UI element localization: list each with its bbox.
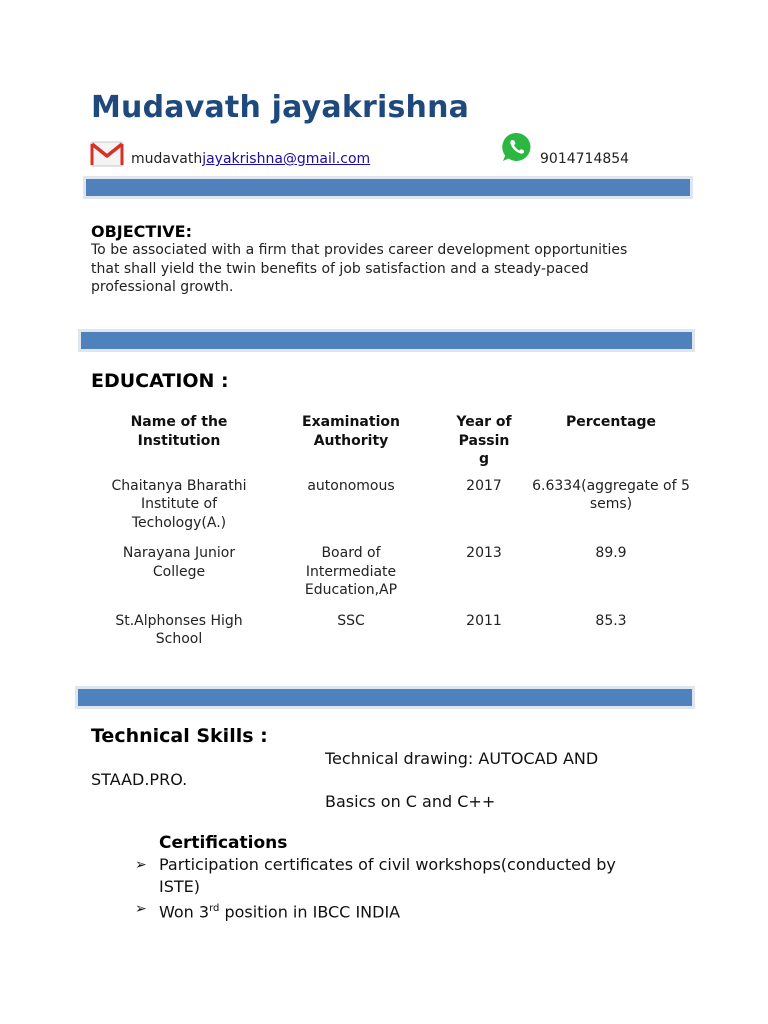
cell-year: 2017 [466, 477, 502, 494]
section-divider-bar [78, 689, 692, 706]
header-line: Percentage [565, 414, 657, 430]
certifications-heading: Certifications [159, 833, 288, 853]
column-header-percentage [528, 413, 694, 477]
list-item-part: position in IBCC INDIA [219, 902, 401, 922]
cell-year: 2013 [466, 545, 502, 561]
ordinal-suffix: rd [209, 903, 220, 914]
arrow-bullet-icon: ➢ [135, 857, 147, 873]
cell-authority [262, 477, 440, 545]
cell-institution [96, 477, 262, 545]
cell-year: 2011 [466, 612, 502, 629]
technical-skills-heading: Technical Skills : [91, 725, 268, 747]
education-heading: EDUCATION : [91, 370, 229, 392]
list-item-line: Participation certificates of civil workshops(conducted by [159, 855, 616, 874]
cell-line: SSC [337, 612, 365, 629]
email-prefix: mudavath [131, 151, 203, 167]
education-table [96, 413, 694, 661]
list-item-text [159, 854, 616, 898]
objective-text [91, 241, 711, 297]
list-item-text [159, 898, 400, 923]
cell-institution [96, 544, 262, 612]
cell-line: School [155, 631, 203, 647]
objective-heading: OBJECTIVE: [91, 222, 192, 241]
cell-percentage [528, 477, 694, 545]
objective-line: professional growth. [91, 279, 234, 295]
header-line: Name of the [130, 414, 228, 430]
list-item-line: ISTE) [159, 877, 200, 896]
table-row [96, 544, 694, 612]
cell-authority [262, 612, 440, 661]
header-line: Authority [313, 432, 389, 449]
cell-line: Intermediate [305, 563, 397, 580]
cell-percentage [528, 612, 694, 661]
header-line: Examination [302, 414, 400, 430]
cell-line: Institute of [140, 496, 218, 512]
section-divider-bar [81, 332, 692, 349]
gmail-icon [90, 141, 124, 171]
cell-line: Education,AP [304, 582, 398, 598]
objective-line: To be associated with a firm that provides career development opportunities [91, 242, 628, 258]
cell-authority [262, 544, 440, 612]
section-divider-bar [86, 179, 690, 196]
objective-section [91, 222, 711, 297]
email-address [131, 151, 370, 167]
cell-line: sems) [589, 496, 633, 512]
skill-line-continuation: STAAD.PRO. [91, 770, 188, 789]
table-row [96, 477, 694, 545]
cell-line: Narayana Junior [122, 545, 236, 561]
email-link[interactable]: jayakrishna@gmail.com [202, 151, 371, 167]
list-item [135, 854, 695, 898]
candidate-name: Mudavath jayakrishna [91, 90, 470, 125]
header-line: g [478, 451, 490, 467]
certifications-list [135, 854, 695, 923]
cell-line: 6.6334(aggregate of 5 [532, 477, 690, 494]
table-header-row [96, 413, 694, 477]
column-header-year [440, 413, 528, 477]
table-row [96, 612, 694, 661]
objective-line: that shall yield the twin benefits of job satisfaction and a steady-paced [91, 260, 589, 277]
column-header-authority [262, 413, 440, 477]
skill-line: Basics on C and C++ [325, 792, 496, 811]
header-line: Year of [456, 414, 512, 430]
list-item-part: Won 3 [159, 902, 210, 922]
skill-line: Technical drawing: AUTOCAD AND [325, 749, 599, 768]
cell-line: Techology(A.) [131, 514, 227, 531]
cell-line: Chaitanya Bharathi [111, 477, 247, 494]
phone-number: 9014714854 [540, 151, 630, 167]
arrow-bullet-icon: ➢ [135, 901, 147, 917]
header-line: Institution [137, 432, 221, 449]
whatsapp-icon [500, 130, 534, 168]
cell-line: autonomous [307, 477, 395, 494]
cell-line: 85.3 [595, 612, 627, 629]
cell-line: College [152, 563, 206, 580]
header-line: Passin [458, 432, 510, 449]
cell-institution [96, 612, 262, 661]
list-item [135, 898, 695, 923]
cell-line: Board of [321, 545, 381, 561]
column-header-institution [96, 413, 262, 477]
cell-percentage [528, 544, 694, 612]
cell-line: 89.9 [595, 545, 627, 561]
cell-line: St.Alphonses High [115, 612, 243, 629]
